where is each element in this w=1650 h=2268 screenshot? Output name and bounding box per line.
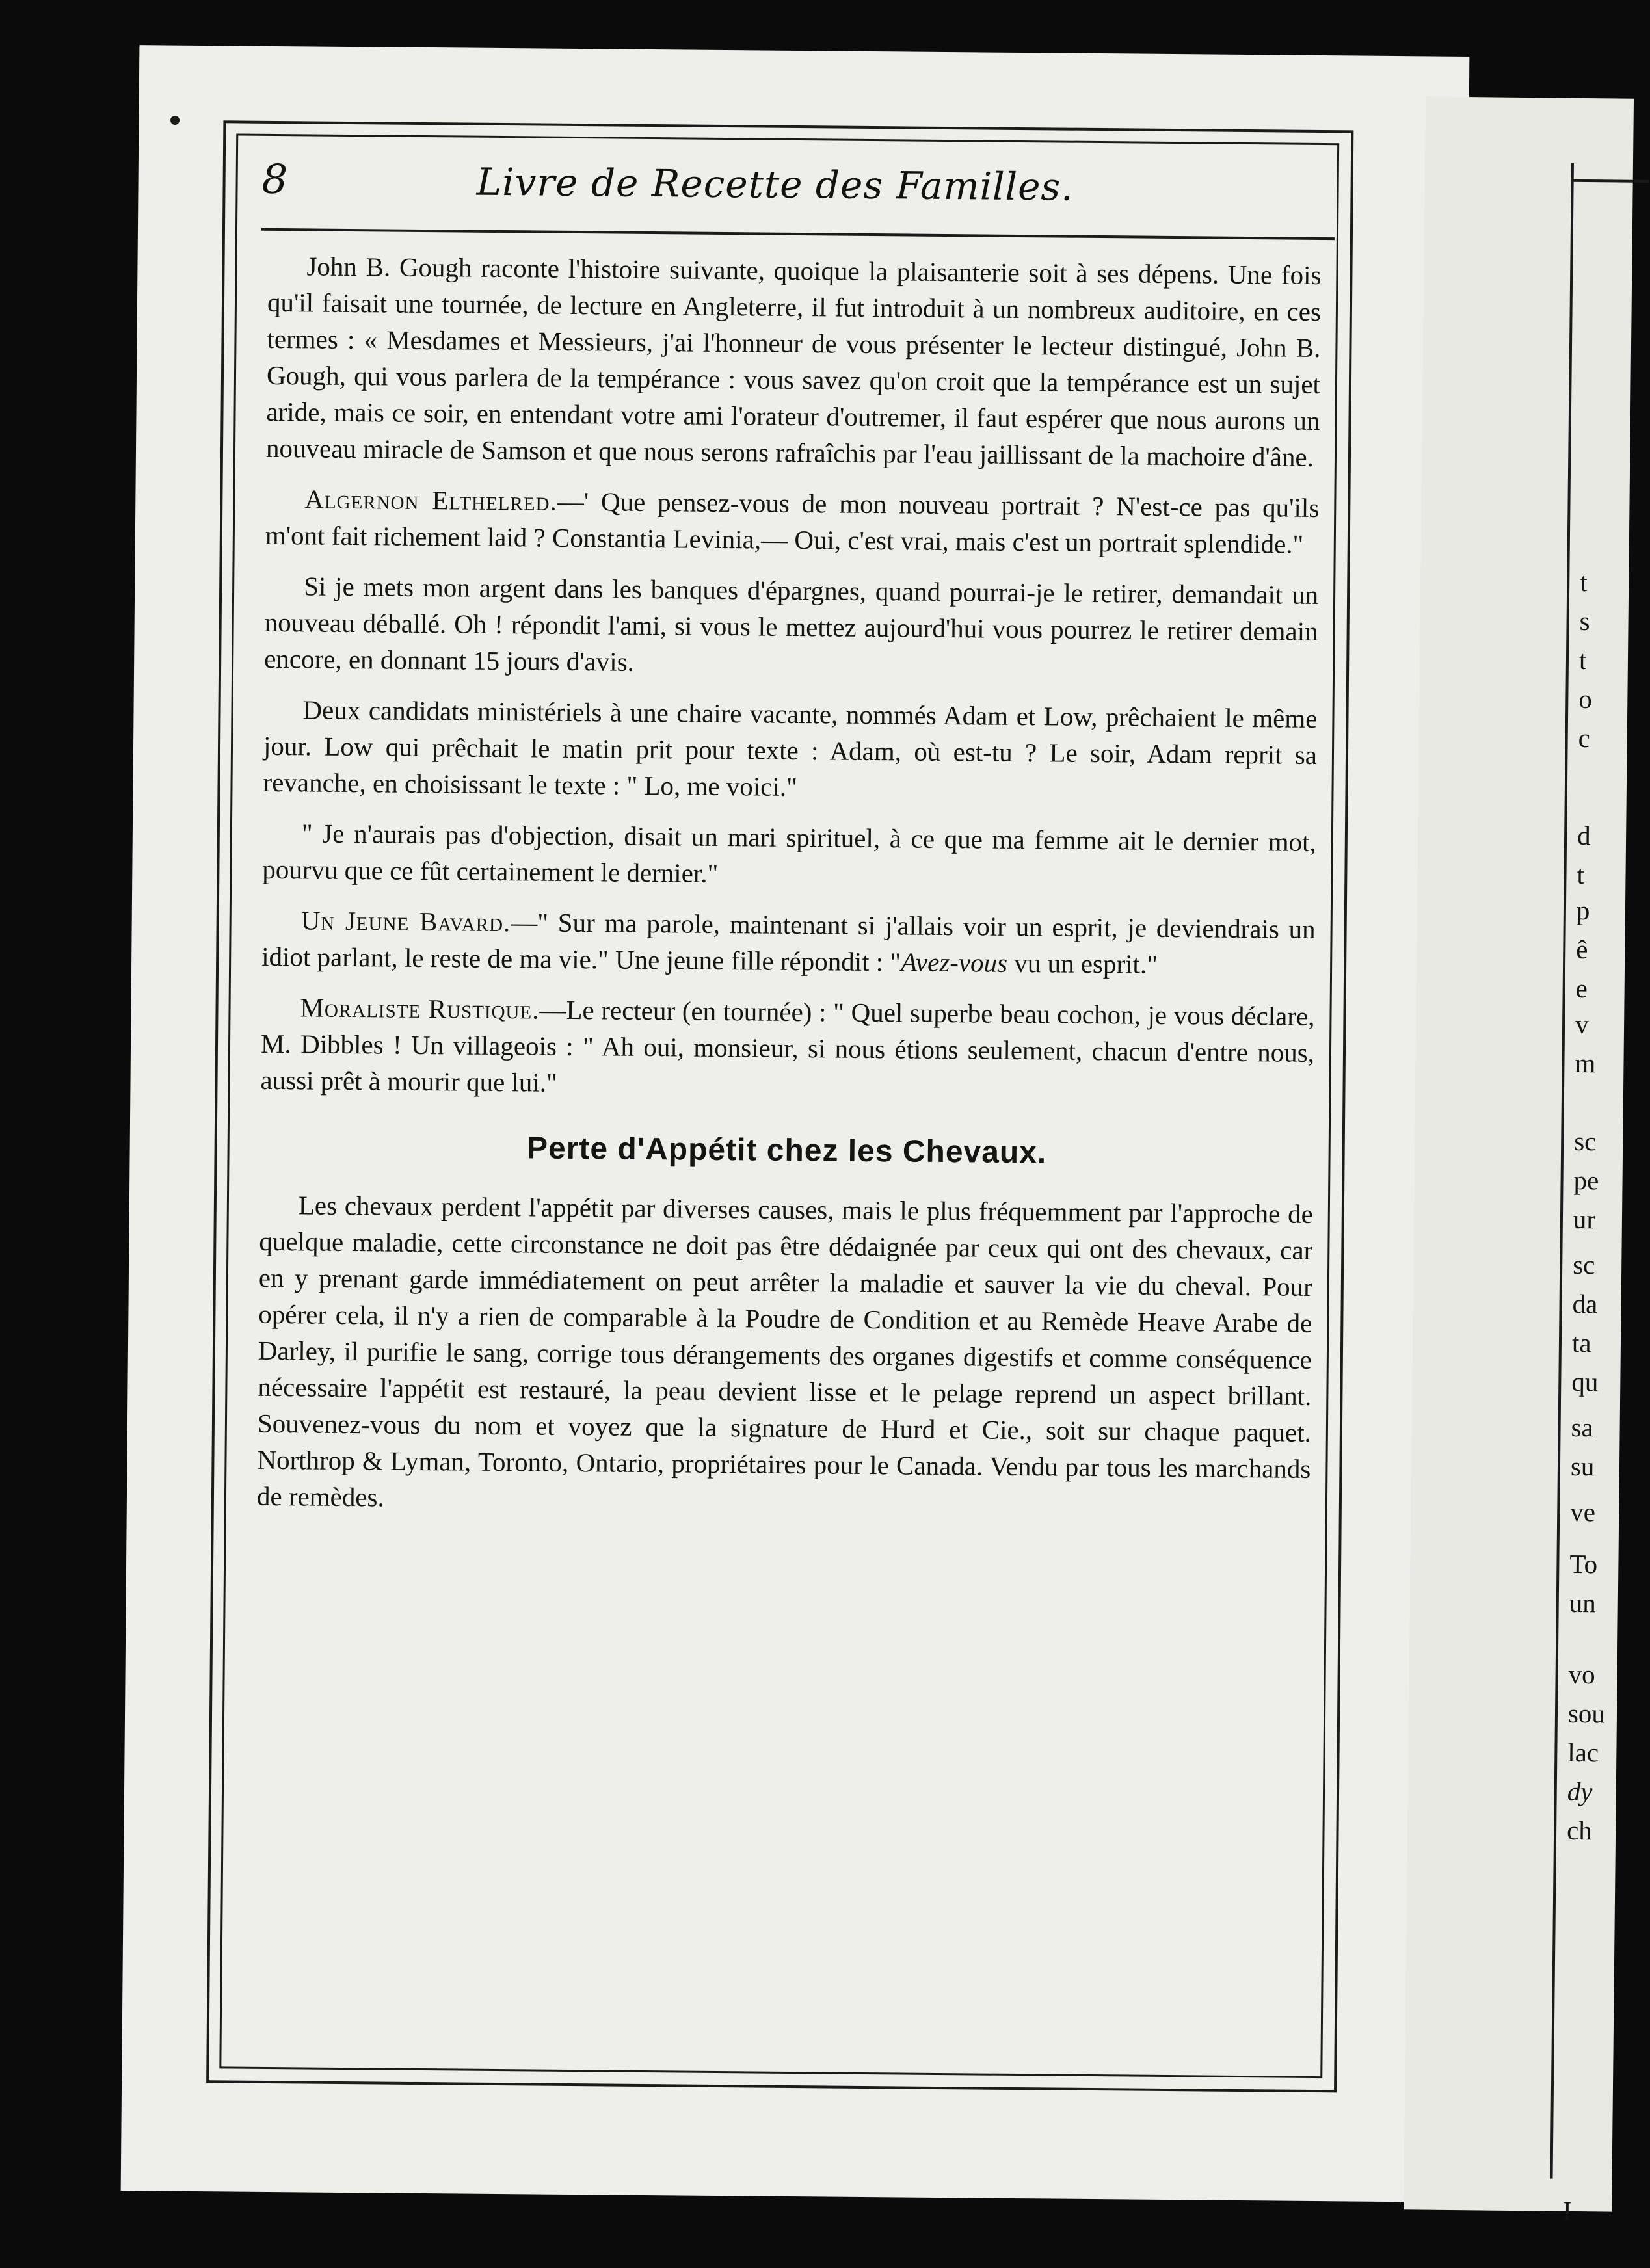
speaker-name: Algernon Elthelred. [304, 484, 557, 516]
anecdote-rustic-moralist [260, 989, 1314, 1107]
adjacent-page [1404, 96, 1634, 2226]
section-heading: Perte d'Appétit chez les Chevaux. [526, 1131, 1047, 1170]
adjacent-page-text [1426, 96, 1634, 2226]
book-page [121, 45, 1470, 2202]
page-body [257, 248, 1322, 1538]
adjacent-page-fragment: vo [1568, 1659, 1595, 1690]
anecdote-portrait [265, 481, 1320, 562]
adjacent-page-fragment: s [1579, 605, 1590, 637]
adjacent-page-fragment: sc [1573, 1126, 1597, 1157]
anecdote-gough: John B. Gough raconte l'histoire suivante, quoique la plaisanterie soit à ses dépens. Une fois qu'il faisait une tournée, de lecture en Angleterre, il fut introduit à un nombreux auditoire, en ces termes : « Mesdames et Messieurs, j'ai l'honneur de vous présenter le lecteur distingué, John B. Gough, qui vous parlera de la tempérance : vous savez qu'on croit que la tempérance est un sujet aride, mais ce soir, en entendant votre ami l'orateur d'outremer, il faut espérer que nous aurons un nouveau miracle de Samson et que nous serons rafraîchis par l'eau jaillissant de la machoire d'âne. [265, 251, 1322, 472]
adjacent-page-fragment: o [1578, 683, 1593, 715]
adjacent-page-fragment: t [1578, 644, 1587, 676]
adjacent-page-fragment: I [1562, 2195, 1572, 2226]
page-number: 8 [261, 155, 288, 204]
adjacent-page-fragment: ê [1576, 934, 1588, 965]
adjacent-page-fragment: dy [1567, 1776, 1593, 1807]
adjacent-page-fragment: m [1575, 1048, 1596, 1079]
adjacent-page-fragment: ve [1570, 1496, 1596, 1527]
adjacent-page-fragment: sc [1572, 1249, 1595, 1280]
anecdote-text: —Le recteur (en tournée) : " Quel superbe beau cochon, je vous déclare, M. Dibbles ! Un villageois : " Ah oui, monsieur, si nous étions seulement, chacun d'entre nous, aussi prêt à mourir que lui." [260, 994, 1315, 1098]
adjacent-page-rule [1571, 179, 1649, 183]
speaker-name: Moraliste Rustique. [300, 992, 540, 1025]
ink-speck [170, 116, 180, 125]
adjacent-page-fragment: sa [1571, 1412, 1594, 1443]
speaker-name: Un Jeune Bavard. [300, 905, 511, 938]
adjacent-page-fragment: v [1575, 1009, 1589, 1040]
anecdote-last-word: " Je n'aurais pas d'objection, disait un mari spirituel, à ce que ma femme ait le dernier mot, pourvu que ce fût certainement le dernier." [262, 818, 1317, 888]
adjacent-page-fragment: e [1575, 973, 1588, 1004]
anecdote-savings-bank: Si je mets mon argent dans les banques d'épargnes, quand pourrai-je le retirer, demandait un nouveau déballé. Oh ! répondit l'ami, si vous le mettez aujourd'hui vous pourrez le retirer demain encore, en donnant 15 jours d'avis. [264, 571, 1319, 677]
adjacent-page-fragment: ur [1573, 1204, 1596, 1235]
anecdote-text: —" Sur ma parole, maintenant si j'allais voir un esprit, je deviendrais un idiot parlant, le reste de ma vie." Une jeune fille répondit : " [261, 907, 1316, 977]
adjacent-page-fragment: su [1570, 1451, 1595, 1482]
anecdote-text-end: vu un esprit." [1007, 947, 1158, 979]
anecdote-text: —' Que pensez-vous de mon nouveau portrait ? N'est-ce pas qu'ils m'ont fait richement laid ? Constantia Levinia,— Oui, c'est vrai, mais c'est un portrait splendide." [265, 486, 1320, 559]
adjacent-page-fragment: t [1579, 566, 1588, 598]
adjacent-page-fragment: lac [1567, 1737, 1599, 1768]
adjacent-page-fragment: c [1578, 722, 1591, 754]
adjacent-page-fragment: d [1577, 820, 1591, 851]
adjacent-page-fragment: qu [1571, 1366, 1599, 1397]
adjacent-page-fragment: sou [1567, 1698, 1606, 1729]
adjacent-page-fragment: un [1569, 1587, 1597, 1618]
adjacent-page-fragment: pe [1573, 1165, 1599, 1196]
adjacent-page-fragment: To [1569, 1548, 1598, 1579]
anecdote-young-talker [261, 902, 1316, 984]
page-header [261, 144, 1335, 237]
anecdote-italic-text: Avez-vous [900, 947, 1008, 978]
anecdote-candidates: Deux candidats ministériels à une chaire vacante, nommés Adam et Low, prêchaient le même jour. Low qui prêchait le matin prit pour texte : Adam, où est-tu ? Le soir, Adam reprit sa revanche, en choisissant le texte : " Lo, me voici." [263, 694, 1318, 802]
adjacent-page-fragment: t [1577, 859, 1585, 890]
adjacent-page-fragment: da [1572, 1288, 1598, 1319]
advertisement-text: Les chevaux perdent l'appétit par diverses causes, mais le plus fréquemment par l'approche de quelque maladie, cette circonstance ne doit pas être dédaignée par ceux qui ont des chevaux, car en y prenant garde immédiatement on peut arrêter la maladie et sauver la vie du cheval. Pour opérer cela, il n'y a rien de comparable à la Poudre de Condition et au Remède Heave Arabe de Darley, il purifie le sang, corrige tous dérangements des organes digestifs et comme conséquence nécessaire l'appétit est restauré, la peau devient lisse et le pelage reprend un aspect brillant. Souvenez-vous du nom et voyez que la signature de Hurd et Cie., soit sur chaque paquet. Northrop & Lyman, Toronto, Ontario, propriétaires pour le Canada. Vendu par tous les marchands de remèdes. [256, 1190, 1314, 1512]
adjacent-page-fragment: ta [1571, 1327, 1591, 1358]
running-title: Livre de Recette des Familles. [476, 159, 1074, 209]
adjacent-page-fragment: ch [1566, 1815, 1593, 1846]
adjacent-page-border [1550, 163, 1574, 2179]
adjacent-page-fragment: p [1576, 895, 1590, 926]
